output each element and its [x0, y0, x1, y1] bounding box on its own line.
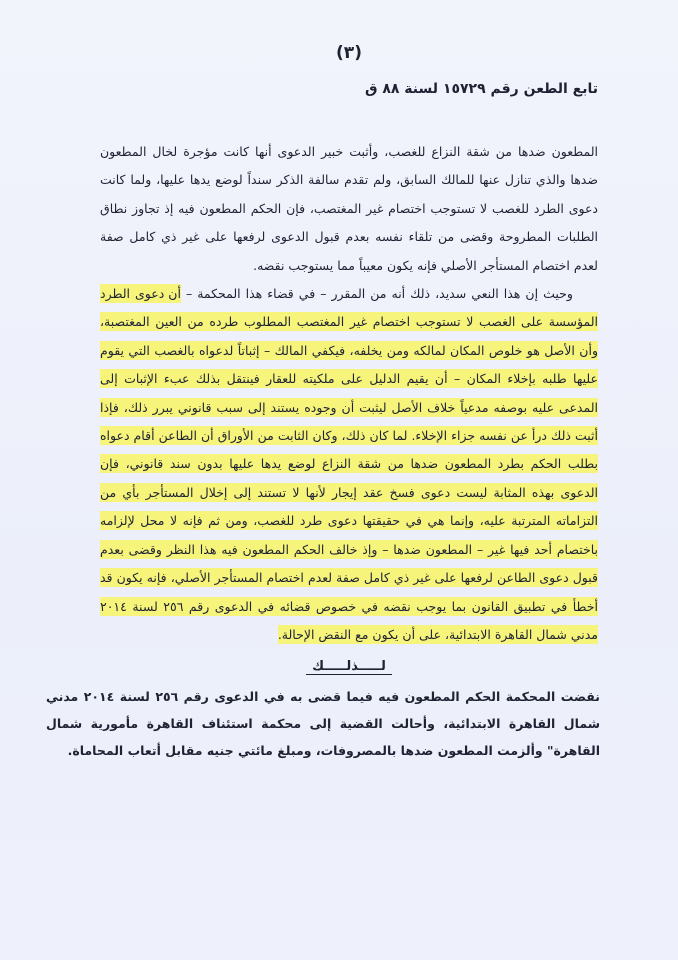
- paragraph-continuation: المطعون ضدها من شقة النزاع للغصب، وأثبت خبير الدعوى أنها كانت مؤجرة لخال المطعون ضدها والذي تنازل عنها للمالك السابق، ولم تقدم سالفة الذكر سنداً لوضع يدها عليها، ولما كانت دعوى الطرد للغصب لا تستوجب اختصام غير المغتصب، فإن الحكم المطعون فيه إذ تجاوز نطاق الطلبات المطروحة وقضى من تلقاء نفسه بعدم قبول الدعوى لرفعها على غير ذي كامل صفة لعدم اختصام المستأجر الأصلي فإنه يكون معيباً مما يستوجب نقضه.: [100, 144, 598, 273]
- page-number: (٣): [336, 43, 362, 63]
- paragraph-reasoning: [100, 280, 598, 649]
- highlighted-passage: أن دعوى الطرد المؤسسة على الغصب لا تستوجب اختصام غير المغتصب المطلوب طرده من العين المغتصبة، وأن الأصل هو خلوص المكان لمالكه ومن يخلفه، فيكفي المالك – إثباتاً لدعواه بالغصب التي يقوم عليها طلبه بإخلاء المكان – أن يقيم الدليل على ملكيته للعقار فينتقل بذلك عبء الإثبات إلى المدعى عليه بوصفه مدعياً خلاف الأصل ليثبت أن وجوده يستند إلى سبب قانوني يبرر ذلك، فإذا أثبت ذلك درأ عن نفسه جزاء الإخلاء. لما كان ذلك، وكان الثابت من الأوراق أن الطاعن أقام دعواه بطلب الحكم بطرد المطعون ضدها من شقة النزاع لوضع يدها عليها بدون سند قانوني، فإن الدعوى بهذه المثابة ليست دعوى فسخ عقد إيجار لأنها لا تستند إلى إخلال المستأجر بأي من التزاماته المترتبة عليه، وإنما هي في حقيقتها دعوى طرد للغصب، ومن ثم فإنه لا محل لإلزامه باختصام أحد فيها غير – المطعون ضدها – وإذ خالف الحكم المطعون فيه هذا النظر وقضى بعدم قبول دعوى الطاعن لرفعها على غير ذي كامل صفة لعدم اختصام المستأجر الأصلي، فإنه يكون قد أخطأ في تطبيق القانون بما يوجب نقضه في خصوص قضائه في الدعوى رقم ٢٥٦ لسنة ٢٠١٤ مدني شمال القاهرة الابتدائية، على أن يكون مع النقض الإحالة.: [100, 286, 598, 642]
- reasoning-lead: وحيث إن هذا النعي سديد، ذلك أنه من المقرر – في قضاء هذا المحكمة –: [180, 286, 573, 302]
- ruling-text: نقضت المحكمة الحكم المطعون فيه فيما قضى به في الدعوى رقم ٢٥٦ لسنة ٢٠١٤ مدني شمال القاهرة الابتدائية، وأحالت القضية إلى محكمة استئناف القاهرة مأمورية شمال القاهرة" وألزمت المطعون ضدها بالمصروفات، ومبلغ مائتي جنيه مقابل أتعاب المحاماة.: [46, 689, 600, 759]
- body-text: [100, 138, 598, 649]
- therefore-word: لـــــذلـــــك: [306, 659, 392, 675]
- therefore-heading: [100, 655, 598, 679]
- case-reference: تابع الطعن رقم ١٥٧٢٩ لسنة ٨٨ ق: [364, 81, 598, 97]
